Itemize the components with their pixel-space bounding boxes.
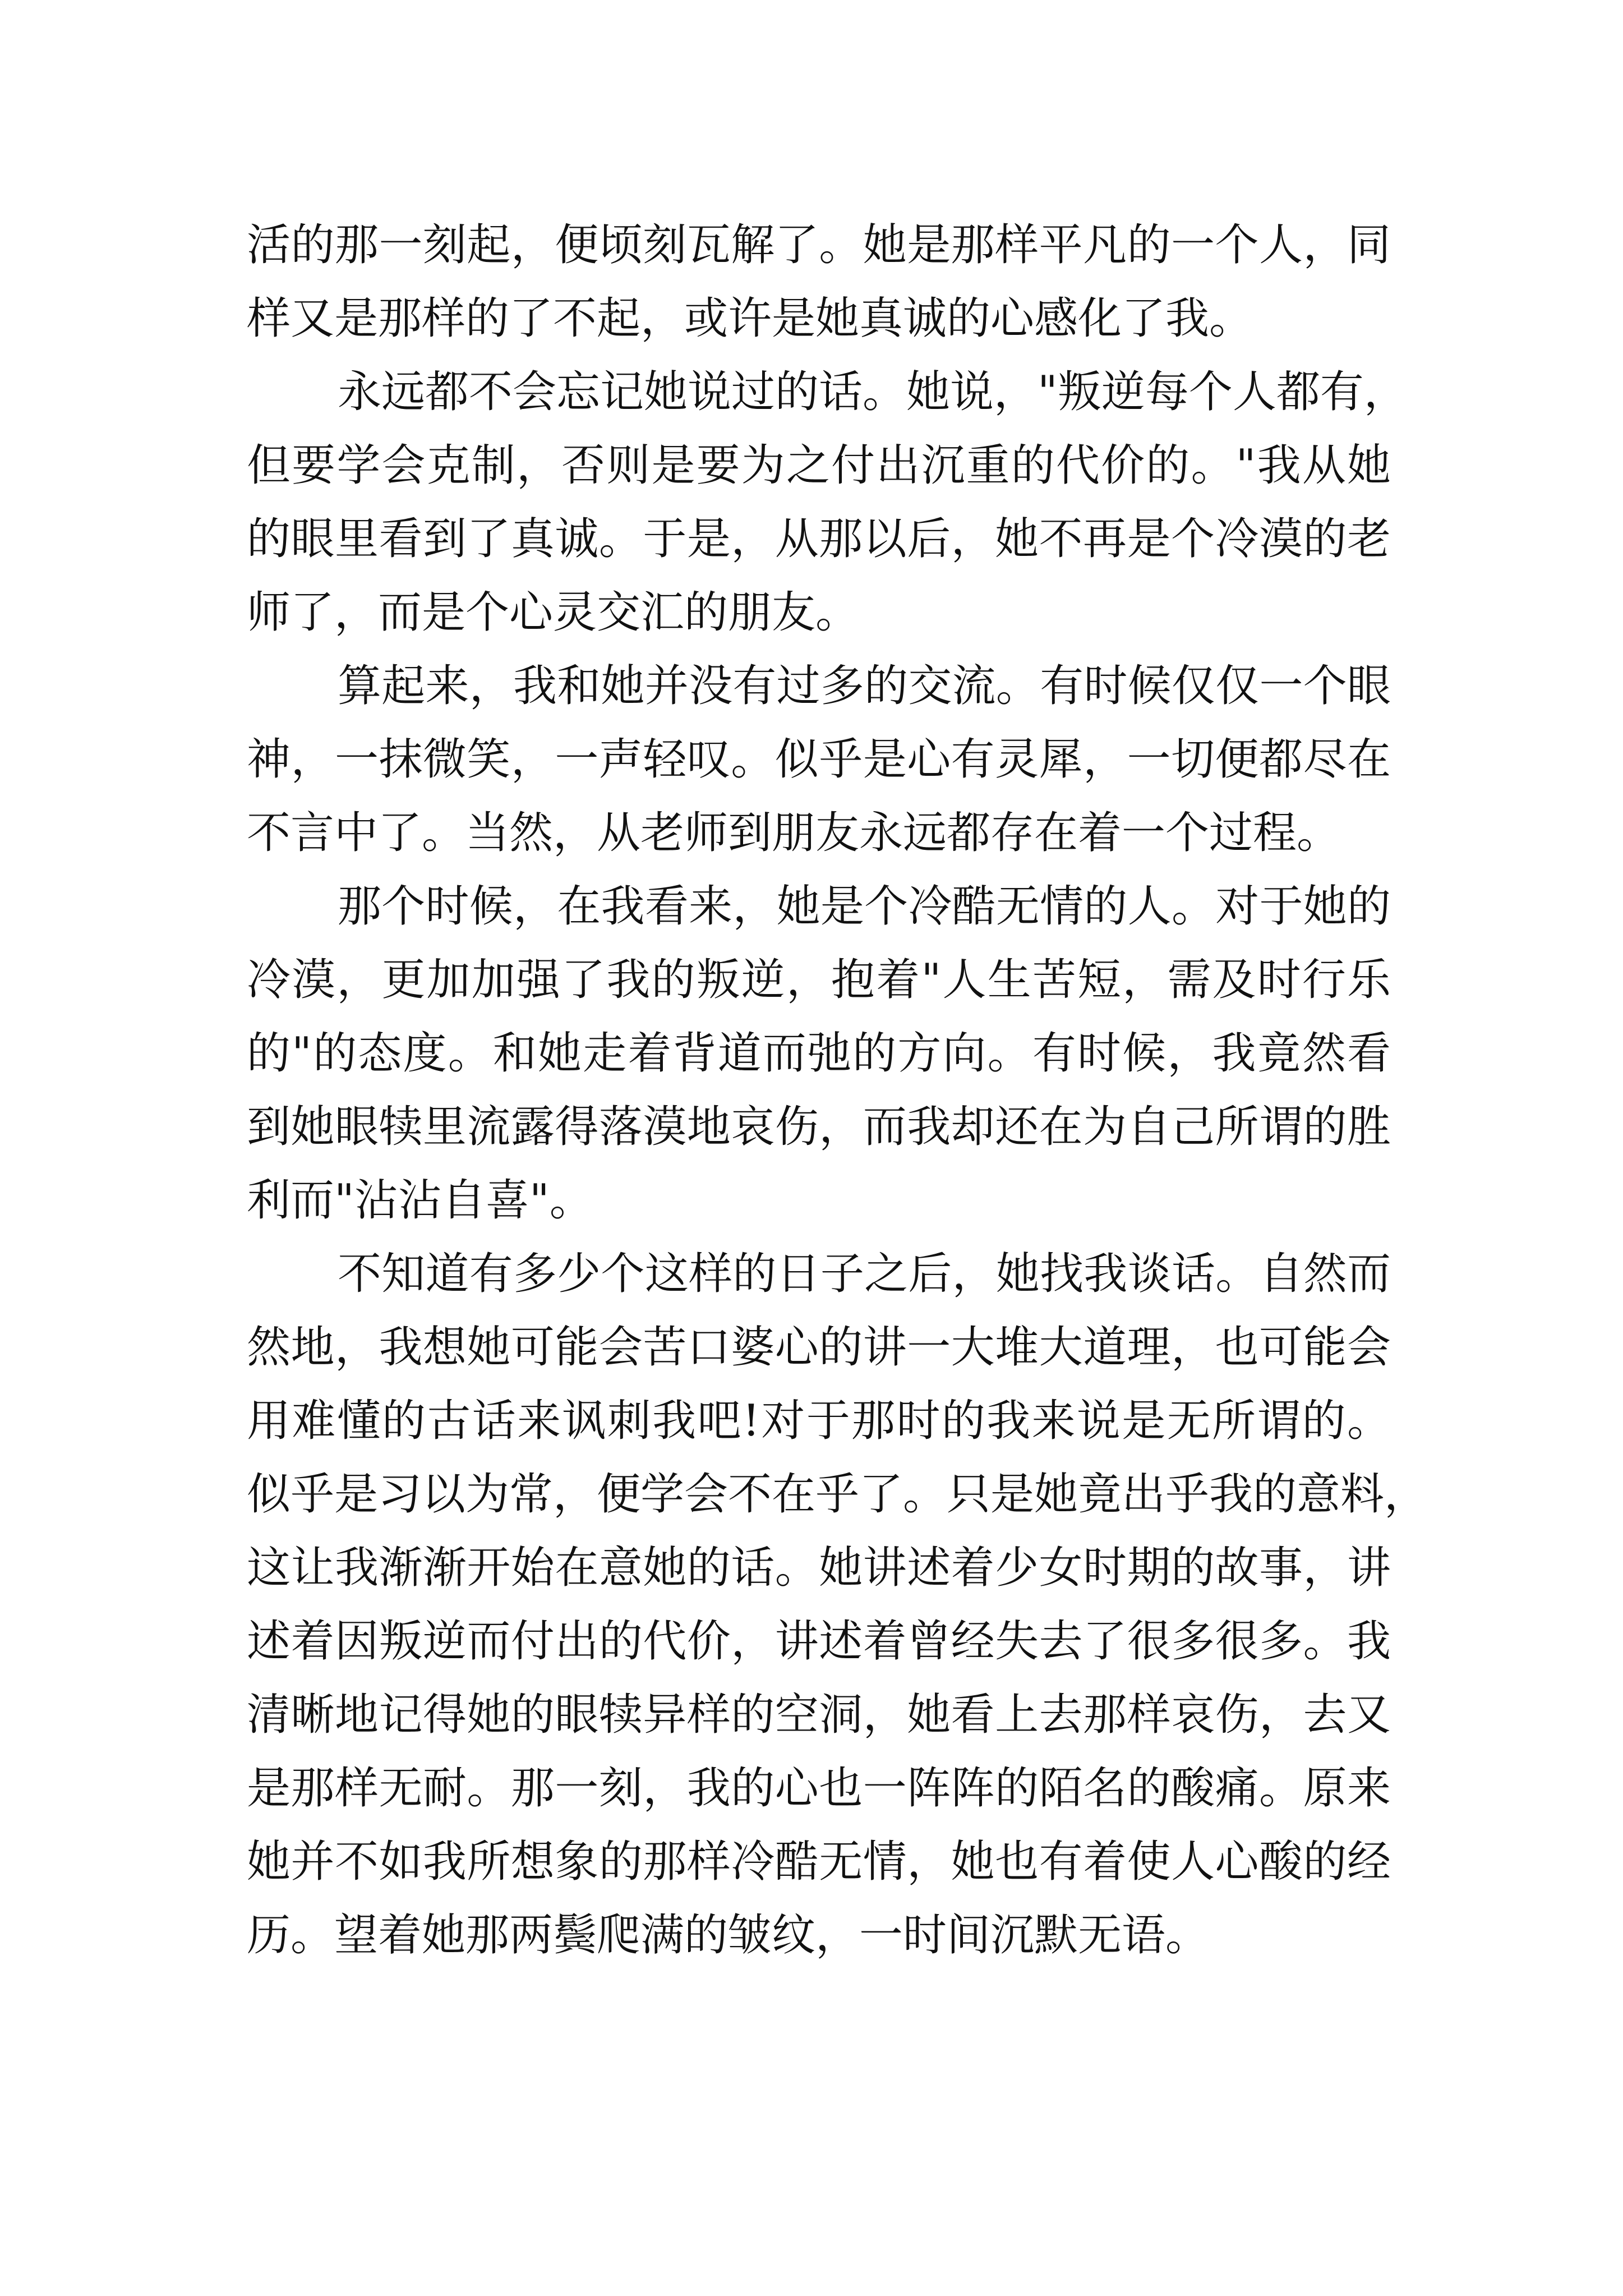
document-body	[247, 209, 1428, 1972]
text-line: 她并不如我所想象的那样冷酷无情，她也有着使人心酸的经	[247, 1837, 1391, 1887]
text-line: 冷漠，更加加强了我的叛逆，抱着"人生苦短，需及时行乐	[247, 955, 1391, 1005]
text-line: 样又是那样的了不起，或许是她真诚的心感化了我。	[247, 293, 1253, 344]
text-line: 用难懂的古话来讽刺我吧!对于那时的我来说是无所谓的。	[247, 1396, 1391, 1446]
text-line: 的"的态度。和她走着背道而弛的方向。有时候，我竟然看	[247, 1028, 1391, 1079]
text-line: 清晰地记得她的眼犊异样的空洞，她看上去那样哀伤，去又	[247, 1690, 1391, 1740]
paragraph	[247, 209, 1391, 356]
text-line: 不言中了。当然，从老师到朋友永远都存在着一个过程。	[247, 808, 1341, 858]
paragraph	[247, 870, 1391, 1237]
text-line: 是那样无耐。那一刻，我的心也一阵阵的陌名的酸痛。原来	[247, 1763, 1391, 1814]
paragraph	[247, 650, 1391, 870]
text-line: 历。望着她那两鬓爬满的皱纹，一时间沉默无语。	[247, 1910, 1210, 1961]
text-line: 这让我渐渐开始在意她的话。她讲述着少女时期的故事，讲	[247, 1543, 1391, 1593]
text-line: 师了，而是个心灵交汇的朋友。	[247, 587, 860, 638]
text-line: 永远都不会忘记她说过的话。她说，"叛逆每个人都有，	[338, 367, 1408, 417]
text-line: 那个时候，在我看来，她是个冷酷无情的人。对于她的	[338, 881, 1391, 932]
text-line: 到她眼犊里流露得落漠地哀伤，而我却还在为自己所谓的胜	[247, 1102, 1391, 1152]
text-line: 算起来，我和她并没有过多的交流。有时候仅仅一个眼	[338, 661, 1391, 711]
text-line: 不知道有多少个这样的日子之后，她找我谈话。自然而	[338, 1249, 1391, 1299]
text-line: 似乎是习以为常，便学会不在乎了。只是她竟出乎我的意料，	[247, 1469, 1428, 1520]
text-line: 利而"沾沾自喜"。	[247, 1175, 593, 1226]
text-line: 但要学会克制，否则是要为之付出沉重的代价的。"我从她	[247, 440, 1391, 491]
paragraph	[247, 1237, 1428, 1972]
text-line: 述着因叛逆而付出的代价，讲述着曾经失去了很多很多。我	[247, 1616, 1391, 1667]
text-line: 活的那一刻起，便顷刻瓦解了。她是那样平凡的一个人，同	[247, 220, 1391, 270]
text-line: 的眼里看到了真诚。于是，从那以后，她不再是个冷漠的老	[247, 514, 1391, 564]
paragraph	[247, 356, 1408, 650]
text-line: 然地，我想她可能会苦口婆心的讲一大堆大道理，也可能会	[247, 1322, 1391, 1373]
text-line: 神，一抹微笑，一声轻叹。似乎是心有灵犀，一切便都尽在	[247, 734, 1391, 785]
